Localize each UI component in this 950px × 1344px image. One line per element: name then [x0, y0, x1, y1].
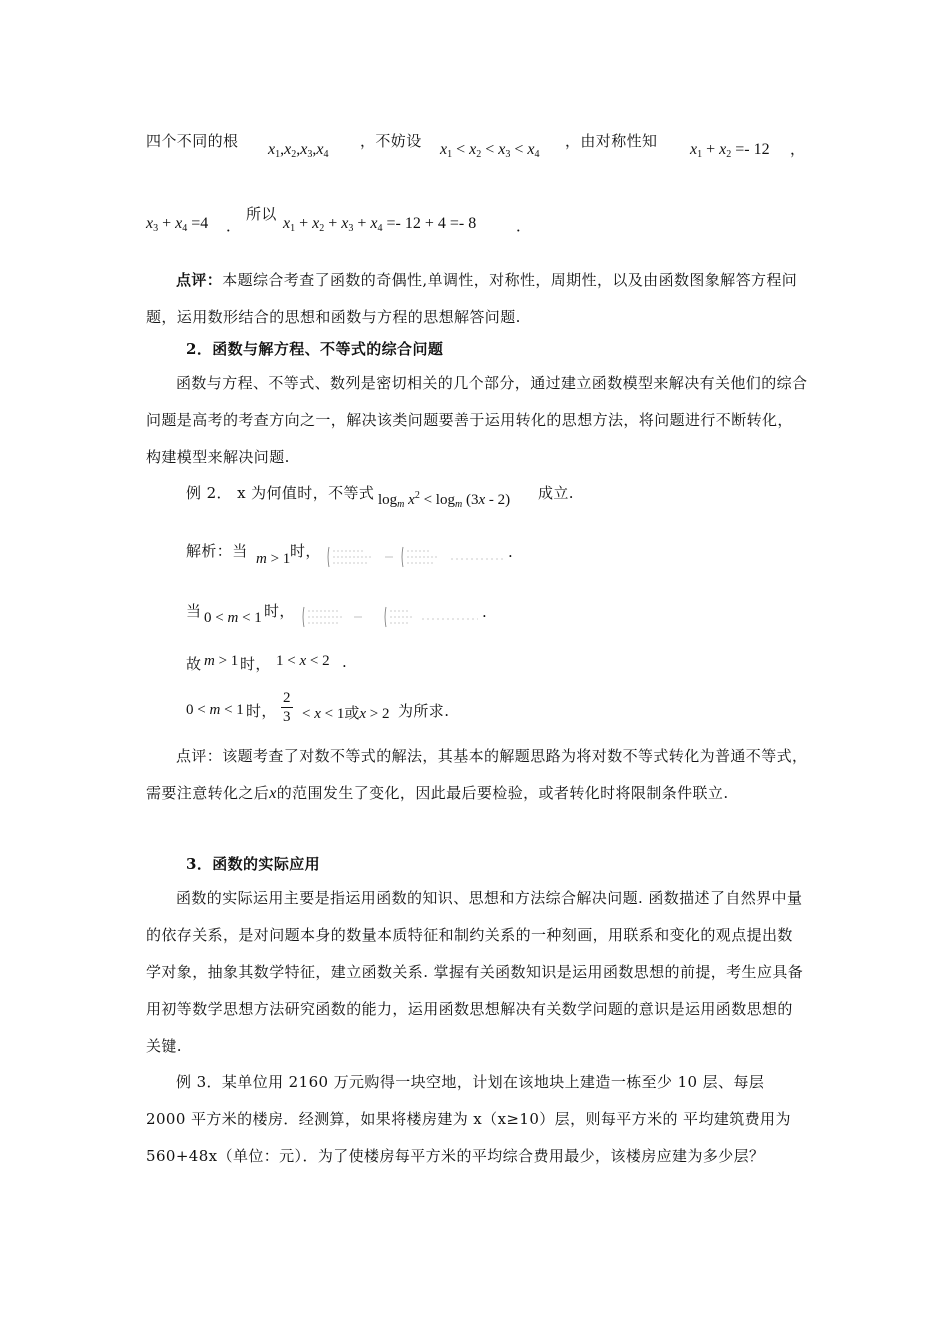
line1-mid2: ，由对称性知 [565, 132, 658, 150]
line2-dot: ． [226, 217, 242, 235]
example2-prefix: 例 2． x 为何值时，不等式 [186, 484, 375, 502]
time1: 时， [290, 542, 321, 560]
fraction-numerator: 2 [283, 690, 291, 706]
line1-prefix: 四个不同的根 [146, 132, 239, 150]
solution-dot-2: . [482, 603, 488, 621]
example2-suffix: 成立. [538, 484, 574, 502]
solution-dot-1: . [508, 543, 514, 561]
system-image-1 [327, 545, 507, 569]
section2-title: 2．函数与解方程、不等式的综合问题 [186, 340, 444, 358]
line1-mid1: ，不妨设 [360, 132, 422, 150]
conclusion1-range: 1 < x < 2 [276, 653, 330, 669]
solution-label: 解析：当 [186, 542, 248, 560]
para3: 函数的实际运用主要是指运用函数的知识、思想和方法综合解决问题. 函数描述了自然界中量的依存关系，是对问题本身的数量本质特征和制约关系的一种刻画，用联系和变化的观点提出数学对象，抽象其数学特征，建立函数关系. 掌握有关函数知识是运用函数思想的前提，考生应具备用初等数学思想方法研究函数的能力，运用函数思想解决有关数学问题的意识是运用函数思想的关键. [146, 889, 804, 1055]
cond1: m > 1 [256, 551, 291, 567]
conclusion1-dot: . [342, 653, 348, 671]
fraction-two-thirds [281, 689, 293, 726]
conclusion2-end: 为所求. [398, 702, 450, 720]
comment2-text-a: 该题考查了对数不等式的解法，其基本的解题思路为将对数不等式转化为普通不等式，需要注意转化之后 [146, 747, 808, 802]
comment1-paragraph [146, 262, 808, 336]
total-expression: $x_1 + x_2 + x_3 + x_4 =- 12 + 4 =- 8$ [283, 215, 477, 234]
system-image-2 [302, 605, 482, 629]
sum34-expression: $x_3 + x_4 =4$ [146, 215, 209, 234]
example3-paragraph: 例 3．某单位用 2160 万元购得一块空地，计划在该地块上建造一栋至少 10 层、每层 2000 平方米的楼房．经测算，如果将楼房建为 x（x≥10）层，则每平方米的 平均建筑费用为 560+48x（单位：元）．为了使楼房每平方米的平均综合费用最少，该楼房应建为多少层？ [146, 1073, 791, 1165]
cond2: 0 < m < 1 [204, 610, 262, 626]
comment1-label: 点评： [176, 271, 223, 289]
line1-end: ， [790, 140, 806, 158]
conclusion1-prefix: 故 [186, 655, 202, 673]
line2-end: ． [516, 217, 532, 235]
comment1-text: 本题综合考查了函数的奇偶性,单调性，对称性，周期性，以及由函数图象解答方程问题，运用数形结合的思想和函数与方程的思想解答问题. [146, 271, 798, 326]
comment2-text-b: 的范围发生了变化，因此最后要检验，或者转化时将限制条件联立. [276, 784, 729, 802]
roots-expression: $x_1,x_2,x_3,x_4$ [268, 141, 329, 160]
cond2-prefix: 当 [186, 602, 202, 620]
comment2-label: 点评： [176, 747, 223, 765]
time2: 时， [264, 602, 295, 620]
example2-inequality: $\log_m x^2 < \log_m (3x - 2)$ [378, 490, 511, 510]
comment2-paragraph [146, 738, 808, 812]
section3-title: 3．函数的实际应用 [186, 855, 321, 873]
para2: 函数与方程、不等式、数列是密切相关的几个部分，通过建立函数模型来解决有关他们的综合问题是高考的考查方向之一，解决该类问题要善于运用转化的思想方法，将问题进行不断转化，构建模型来解决问题. [146, 374, 808, 466]
fraction-denominator: 3 [283, 709, 291, 725]
conclusion1-cond: m > 1 [204, 653, 239, 669]
conclusion2-range: < x < 1或x > 2 [302, 706, 390, 722]
sum12-expression: $x_1 + x_2 =- 12$ [690, 141, 770, 160]
order-expression: $x_1 < x_2 < x_3 < x_4$ [440, 141, 540, 160]
conclusion2-mid: 时， [246, 702, 277, 720]
conclusion2-cond: 0 < m < 1 [186, 702, 244, 718]
conclusion1-mid: 时， [240, 655, 271, 673]
comment2-var: x [269, 785, 277, 802]
line2-so: 所以 [246, 205, 277, 223]
